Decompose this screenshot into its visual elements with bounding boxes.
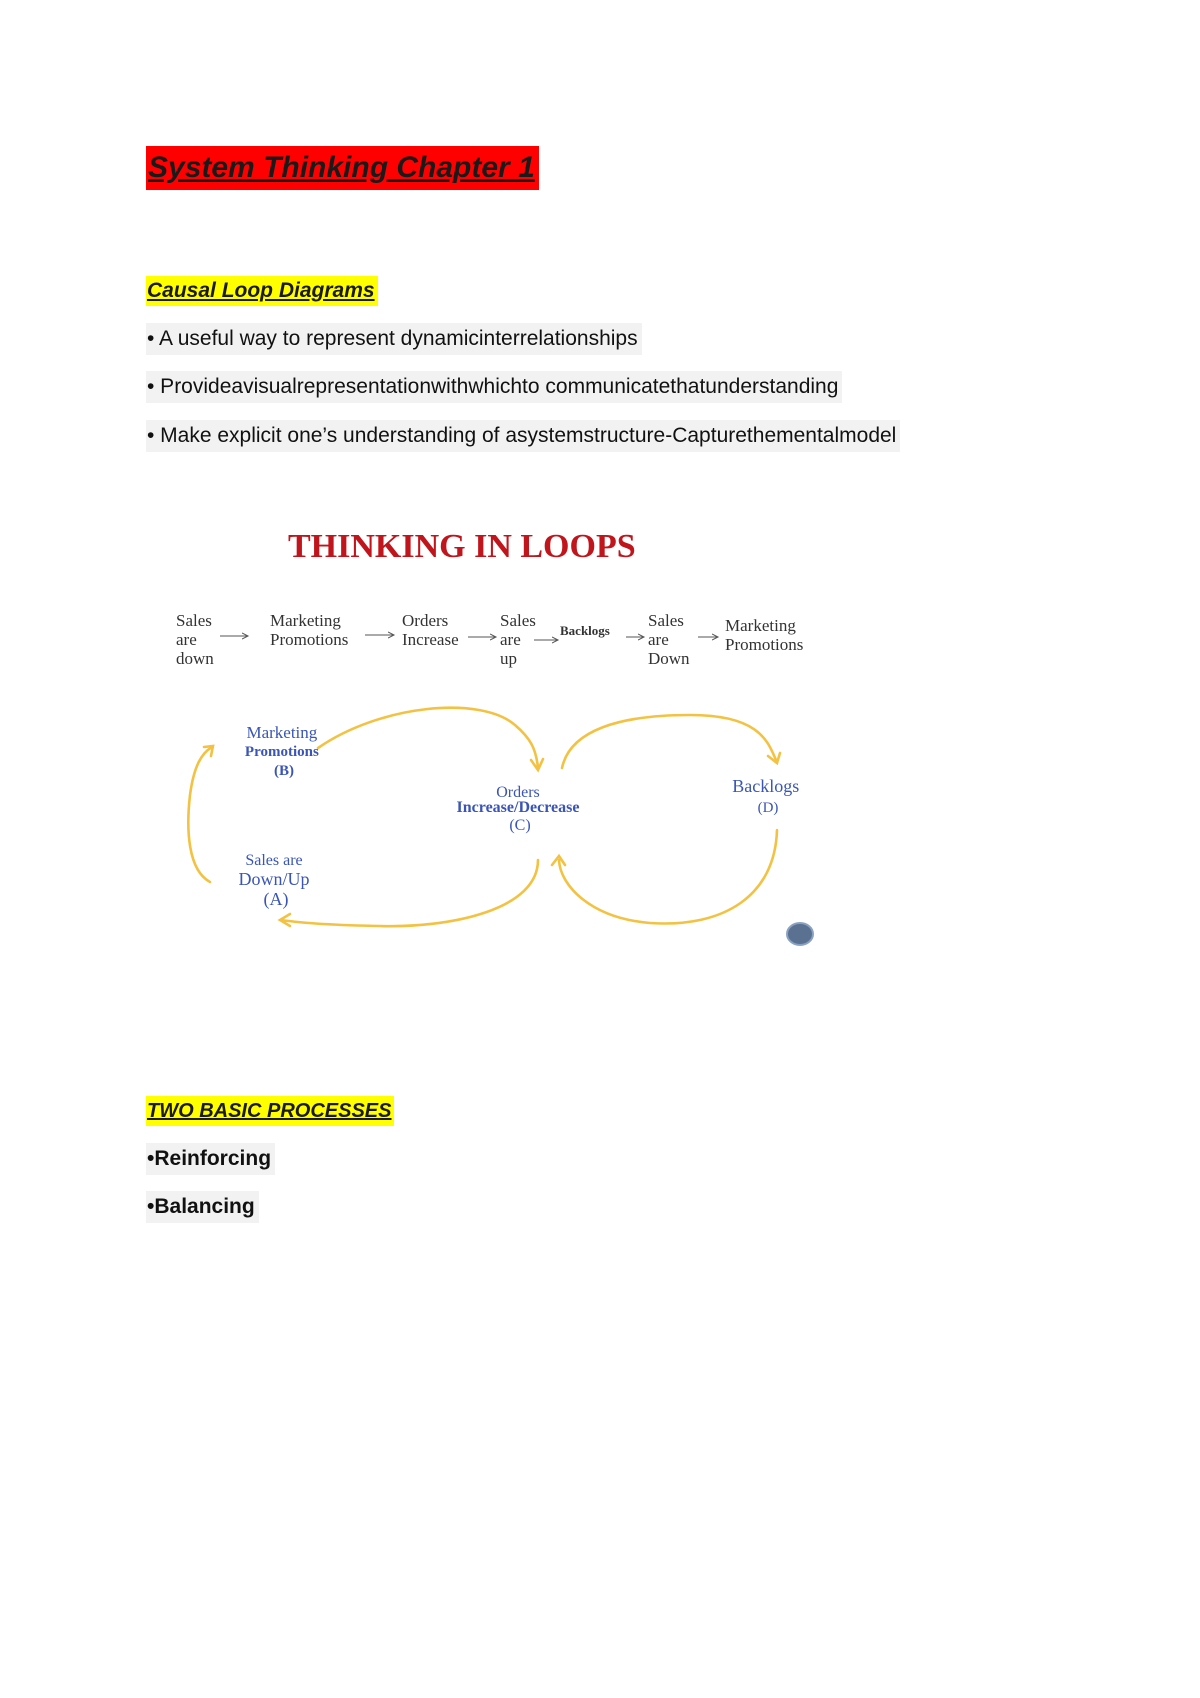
loop-node-marketing-promotions-b: Marketing Promotions (B)	[244, 723, 319, 779]
loop-node-backlogs-d: Backlogs (D)	[732, 776, 800, 816]
two-basic-processes-heading: TWO BASIC PROCESSES	[146, 1096, 394, 1126]
figure-title: THINKING IN LOOPS	[288, 528, 636, 565]
chain-node-sales-up: Sales are up	[500, 611, 536, 668]
loop-arrow-d-to-c	[559, 830, 777, 923]
bullet-item: • Provideavisualrepresentationwithwhichto communicatethatunderstanding	[146, 371, 842, 403]
chain-node-sales-down-2: Sales are Down	[648, 611, 690, 668]
loop-diagram	[150, 510, 850, 970]
chain-node-marketing-promotions: Marketing Promotions	[270, 611, 349, 649]
loop-arrow-c-down	[281, 860, 538, 926]
bullet-item-reinforcing: •Reinforcing	[146, 1143, 275, 1175]
document-title: System Thinking Chapter 1	[146, 146, 539, 190]
chain-node-backlogs: Backlogs	[560, 623, 610, 638]
loop-arrow-a-to-b	[188, 747, 212, 882]
chain-node-marketing-promotions-2: Marketing Promotions	[725, 616, 804, 654]
bullet-item: • A useful way to represent dynamicinterrelationships	[146, 323, 642, 355]
thinking-in-loops-figure	[150, 510, 850, 970]
loop-marker-icon	[787, 923, 813, 945]
chain-node-sales-down: Sales are down	[176, 611, 214, 668]
chain-node-orders-increase: Orders Increase	[402, 611, 459, 649]
causal-loop-heading: Causal Loop Diagrams	[146, 276, 378, 306]
loop-node-sales-a: Sales are Down/Up (A)	[238, 852, 310, 909]
bullet-item: • Make explicit one’s understanding of asystemstructure-Capturethementalmodel	[146, 420, 900, 452]
bullet-item-balancing: •Balancing	[146, 1191, 259, 1223]
loop-node-orders-c: Orders Increase/Decrease (C)	[456, 784, 580, 834]
loop-arrow-c-to-d	[562, 715, 776, 768]
loop-arrow-b-to-c	[318, 708, 538, 768]
